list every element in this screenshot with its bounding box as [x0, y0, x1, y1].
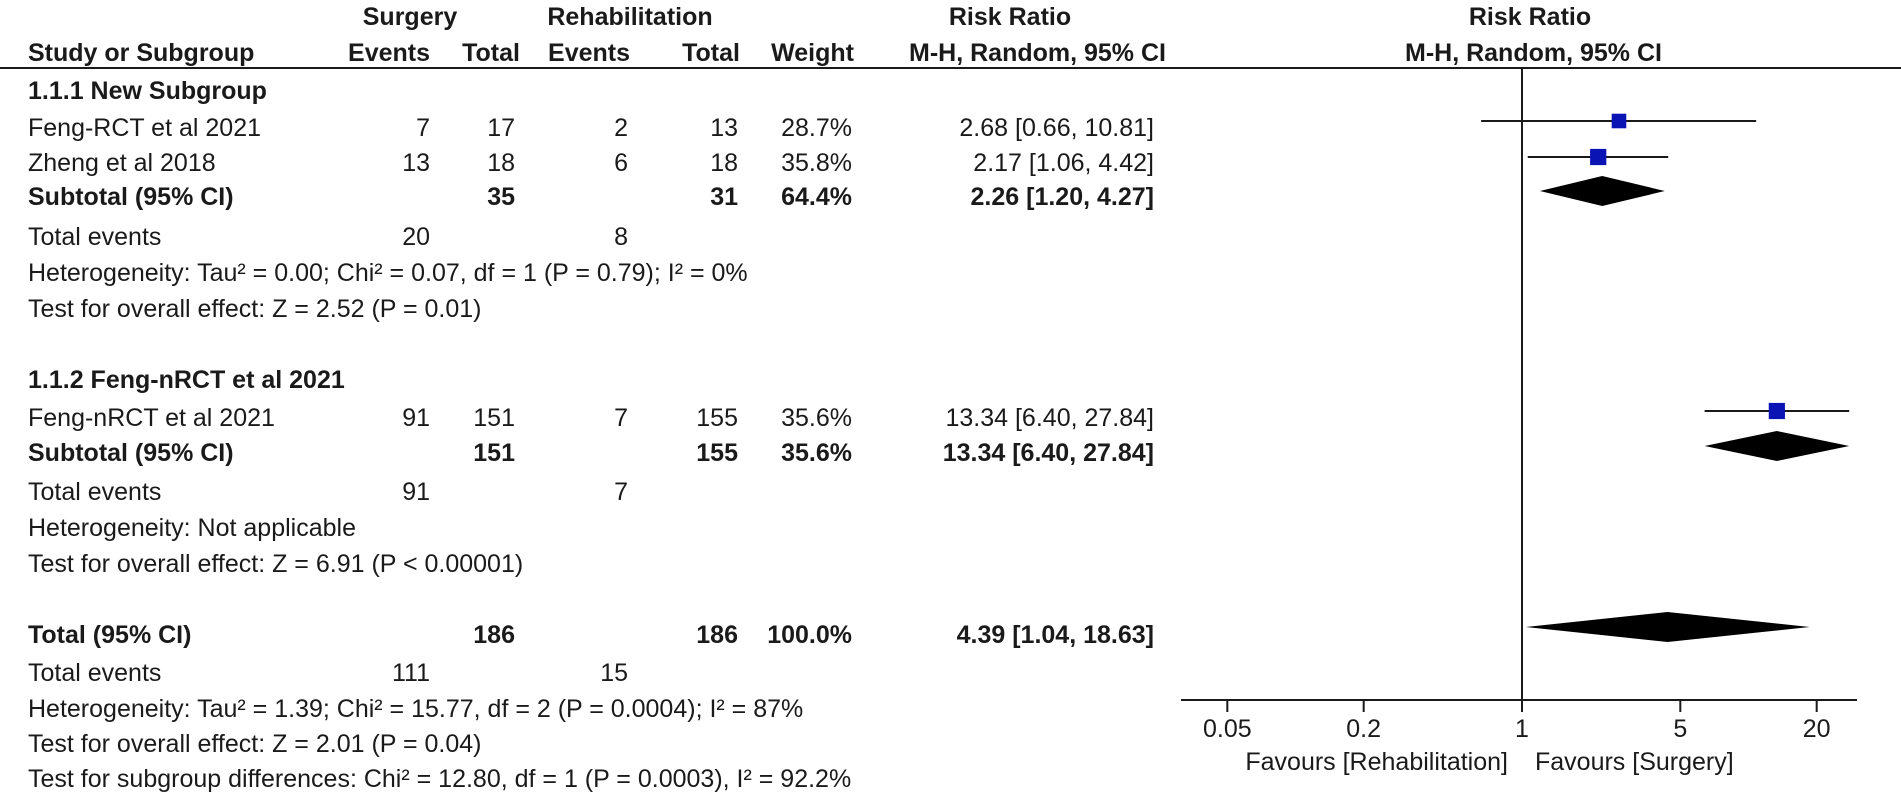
events1-header: Events: [348, 39, 430, 67]
total-events1: 91: [402, 478, 430, 506]
axis-tick-label: 20: [1802, 715, 1831, 743]
group1-header: Surgery: [362, 3, 458, 31]
events2-cell: 2: [614, 114, 628, 142]
axis-tick-label: 1: [1515, 715, 1529, 743]
heterogeneity-text: Heterogeneity: Tau² = 1.39; Chi² = 15.77, df = 2 (P = 0.0004); I² = 87%: [28, 695, 804, 723]
overall-effect-text: Test for overall effect: Z = 2.52 (P = 0.01): [28, 295, 482, 323]
weight-cell: 28.7%: [781, 114, 852, 142]
axis-tick-label: 0.05: [1202, 715, 1252, 743]
events2-header: Events: [548, 39, 630, 67]
study-square: [1590, 149, 1606, 165]
axis-tick-label: 0.2: [1346, 715, 1382, 743]
subtotal-total1: 151: [473, 439, 515, 467]
favours-right-label: Favours [Surgery]: [1535, 748, 1734, 776]
favours-left-label: Favours [Rehabilitation]: [1245, 748, 1508, 776]
subgroup-title: 1.1.1 New Subgroup: [28, 77, 267, 105]
effect-group-header: Risk Ratio: [948, 3, 1072, 31]
method-header: M-H, Random, 95% CI: [909, 39, 1166, 67]
subtotal-ci: 13.34 [6.40, 27.84]: [942, 439, 1154, 467]
plot-method-header: M-H, Random, 95% CI: [1405, 39, 1662, 67]
ci-cell: 2.17 [1.06, 4.42]: [973, 149, 1154, 177]
total1-cell: 18: [487, 149, 515, 177]
total2-header: Total: [682, 39, 740, 67]
total2-cell: 13: [710, 114, 738, 142]
total-total2: 186: [696, 621, 738, 649]
total-events-label: Total events: [28, 223, 162, 251]
pooled-diamond: [1526, 612, 1810, 642]
total1-header: Total: [462, 39, 520, 67]
total2-cell: 18: [710, 149, 738, 177]
total-ci: 4.39 [1.04, 18.63]: [956, 621, 1154, 649]
study-name: Feng-nRCT et al 2021: [28, 404, 275, 432]
weight-cell: 35.6%: [781, 404, 852, 432]
total1-cell: 17: [487, 114, 515, 142]
subgroup-title: 1.1.2 Feng-nRCT et al 2021: [28, 366, 345, 394]
study-name: Zheng et al 2018: [28, 149, 216, 177]
subtotal-total2: 31: [710, 183, 738, 211]
weight-cell: 35.8%: [781, 149, 852, 177]
study-col-header: Study or Subgroup: [28, 39, 255, 67]
subgroup-differences-text: Test for subgroup differences: Chi² = 12.80, df = 1 (P = 0.0003), I² = 92.2%: [28, 765, 852, 793]
events1-cell: 13: [402, 149, 430, 177]
group2-header: Rehabilitation: [547, 3, 713, 31]
events2-cell: 7: [614, 404, 628, 432]
total-events-label: Total events: [28, 659, 162, 687]
total-events2: 8: [614, 223, 628, 251]
events2-cell: 6: [614, 149, 628, 177]
total-weight: 100.0%: [767, 621, 852, 649]
subtotal-total1: 35: [487, 183, 515, 211]
subtotal-label: Subtotal (95% CI): [28, 439, 234, 467]
total-label: Total (95% CI): [28, 621, 192, 649]
heterogeneity-text: Heterogeneity: Tau² = 0.00; Chi² = 0.07, df = 1 (P = 0.79); I² = 0%: [28, 259, 748, 287]
total-events-label: Total events: [28, 478, 162, 506]
total-total1: 186: [473, 621, 515, 649]
study-square: [1612, 114, 1627, 129]
pooled-diamond: [1540, 176, 1665, 206]
total-events1: 111: [391, 659, 430, 687]
overall-effect-text: Test for overall effect: Z = 2.01 (P = 0.04): [28, 730, 482, 758]
study-name: Feng-RCT et al 2021: [28, 114, 261, 142]
ci-cell: 2.68 [0.66, 10.81]: [959, 114, 1154, 142]
weight-header: Weight: [771, 39, 854, 67]
subtotal-total2: 155: [696, 439, 738, 467]
events1-cell: 7: [416, 114, 430, 142]
subtotal-weight: 35.6%: [781, 439, 852, 467]
overall-effect-text: Test for overall effect: Z = 6.91 (P < 0.00001): [28, 550, 524, 578]
subtotal-weight: 64.4%: [781, 183, 852, 211]
pooled-diamond: [1705, 431, 1850, 461]
heterogeneity-text: Heterogeneity: Not applicable: [28, 514, 356, 542]
total-events2: 7: [614, 478, 628, 506]
total-events2: 15: [600, 659, 628, 687]
subtotal-label: Subtotal (95% CI): [28, 183, 234, 211]
axis-tick-label: 5: [1673, 715, 1688, 743]
events1-cell: 91: [402, 404, 430, 432]
total2-cell: 155: [696, 404, 738, 432]
plot-group-header: Risk Ratio: [1468, 3, 1592, 31]
total1-cell: 151: [473, 404, 515, 432]
subtotal-ci: 2.26 [1.20, 4.27]: [970, 183, 1154, 211]
total-events1: 20: [402, 223, 430, 251]
study-square: [1769, 403, 1785, 419]
ci-cell: 13.34 [6.40, 27.84]: [945, 404, 1154, 432]
